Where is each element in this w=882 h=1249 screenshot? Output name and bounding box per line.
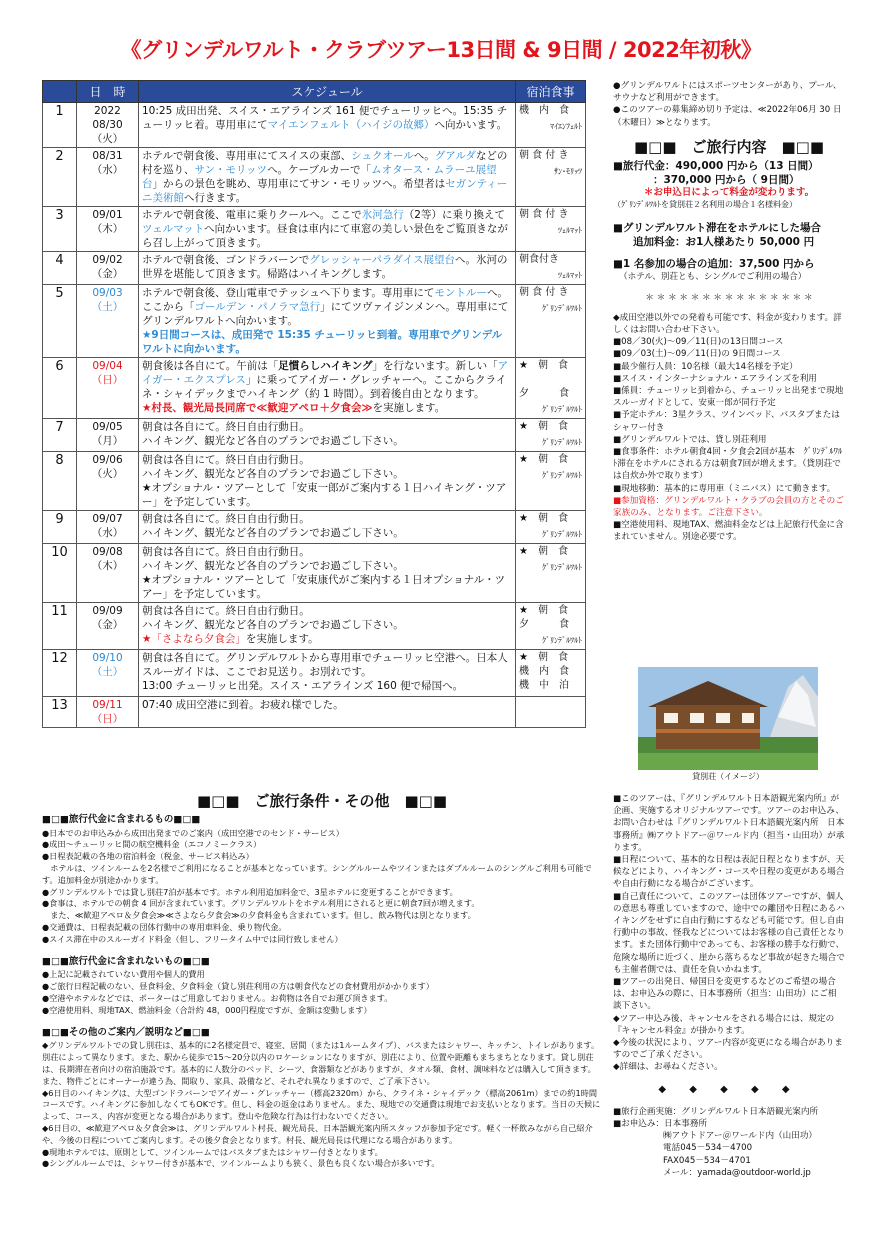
meal-label: ★ 朝 食 夕 食 xyxy=(519,360,569,399)
schedule-text: 朝食後は各自にて。午前は「足慣らしハイキング」を行ないます。新しい「アイガー・エクスプレス」に乗ってアイガー・グレッチャーへ。ここからクライネ・シャイデックまでハイキング（約 1 時間）。到着後自由となります。 ★村長、観光局長同席で≪歓迎アペロ＋夕食会≫を実施します。 xyxy=(139,358,516,419)
date-cell: 09/01 （木） xyxy=(77,207,139,252)
schedule-table xyxy=(42,80,586,728)
diamond-divider: ◆ ◆ ◆ ◆ ◆ xyxy=(658,1083,800,1095)
schedule-row xyxy=(43,544,586,603)
date-cell: 09/09 （金） xyxy=(77,603,139,650)
schedule-text: ホテルで朝食後、専用車にてスイスの東部、シュクオールへ。グアルダなどの村を巡り、サン・モリッツへ。ケーブルカーで「ムオタース・ムラーユ展望台」からの景色を眺め、専用車にてサン・モリッツへ。希望者はセガンティーニ美術館へ行きます。 xyxy=(139,148,516,207)
day-number: 9 xyxy=(43,511,77,544)
date-cell: 09/02 （金） xyxy=(77,252,139,285)
schedule-row xyxy=(43,207,586,252)
date-cell: 08/31 （水） xyxy=(77,148,139,207)
day-number: 13 xyxy=(43,697,77,728)
stay-meal xyxy=(516,544,586,603)
other-info-item: ◆6日目のハイキングは、大型ゴンドラバーンでアイガー・グレッチャー（標高2320m）から、クライネ・シャイデック（標高2061m）までの約1時間コースです。ハイキングに参加しなくてもOKです。但し、料金の返金はありません。また、現地での交通費は現地でお支払いとなります。当日の天候によって、コース、内容が変更となる場合があります。登山や危険な行為は行わないでください。 xyxy=(42,1087,601,1122)
schedule-text: 07:40 成田空港に到着。お疲れ様でした。 xyxy=(139,697,516,728)
excluded-item: ●空港やホテルなどでは、ポーターはご用意しておりません。お荷物は各自でお運び頂きます。 xyxy=(42,992,393,1003)
conditions xyxy=(42,792,602,1170)
day-number: 6 xyxy=(43,358,77,419)
meal-label: 機 内 食 xyxy=(519,105,569,116)
meal-label: ★ 朝 食 xyxy=(519,421,568,432)
single-supplement: ■1 名参加の場合の追加：37,500 円から xyxy=(613,258,815,271)
stay-location: ｸﾞﾘﾝﾃﾞﾙﾜﾙﾄ xyxy=(542,471,582,480)
header-schedule: スケジュール xyxy=(139,81,516,103)
stay-location: ｸﾞﾘﾝﾃﾞﾙﾜﾙﾄ xyxy=(542,405,582,414)
conditions-heading: ■□■ ご旅行条件・その他 ■□■ xyxy=(196,792,448,810)
day-number: 10 xyxy=(43,544,77,603)
included-item: ホテルは、ツインルームを2名様でご利用になることが基本となっています。シングルルームやツインまたはダブルルームのシングルご利用も可能です。追加料金が別途かかります。 xyxy=(42,862,592,885)
tour-detail-item: ■スイス・インターナショナル・エアラインズを利用 xyxy=(613,373,817,384)
tour-detail-item: ■08／30(火)～09／11(日)の13日間コース xyxy=(613,337,784,348)
tour-detail-item: ■食事条件：ホテル朝食4回・夕食会2回が基本 ｸﾞﾘﾝﾃﾞﾙﾜﾙﾄ滞在をホテルにされる方は朝食7回が増えます。（貸別荘では自炊か外で取ります） xyxy=(613,447,843,482)
schedule-row xyxy=(43,452,586,511)
stay-meal xyxy=(516,650,586,697)
day-number: 11 xyxy=(43,603,77,650)
included-item: ●交通費は、日程表記載の団体行動中の専用車料金、乗り物代金。 xyxy=(42,921,287,932)
tax-note: ■空港使用料、現地TAX、燃油料金などは上記旅行代金に含まれていません。別途必要です。 xyxy=(613,520,844,543)
single-supplement-note: （ホテル、別荘とも、シングルでご利用の場合） xyxy=(619,272,807,283)
other-info-item: ◆6日目の、≪歓迎アペロ＆夕食会≫は、グリンデルワルト村長、観光局長、日本語観光案内所スタッフが参加予定です。軽く一杯飲みながら自己紹介や、今後の日程についてご案内します。その後夕食会となります。村長、観光局長は代理になる場合があります。 xyxy=(42,1122,593,1145)
stay-location: ｻﾝ･ﾓﾘｯﾂ xyxy=(554,167,582,176)
stay-meal xyxy=(516,148,586,207)
office-tel: 電話045－534－4700 xyxy=(663,1143,753,1154)
tour-content-heading: ■□■ ご旅行内容 ■□■ xyxy=(633,137,825,156)
hotel-extra-price: 追加料金：お1人様あたり 50,000 円 xyxy=(633,236,815,249)
included-item: ●食事は、ホテルでの朝食 4 回が含まれています。グリンデルワルトをホテル利用にされると更に朝食7回が増えます。 xyxy=(42,898,480,909)
organizer: ■旅行企画実施：グリンデルワルト日本語観光案内所 xyxy=(613,1106,819,1117)
day-number: 3 xyxy=(43,207,77,252)
tour-notes xyxy=(613,793,845,1179)
included-item: ●成田～チューリッヒ間の航空機料金（エコノミークラス） xyxy=(42,839,262,850)
photo-caption: 貸別荘（イメージ） xyxy=(692,772,764,781)
excluded-item: ●空港使用料、現地TAX、燃油料金（合計約 48，000円程度ですが、金額は変動します） xyxy=(42,1004,372,1015)
schedule-row xyxy=(43,419,586,452)
office-fax: FAX045－534－4701 xyxy=(663,1155,751,1166)
hotel-extra: ■グリンデルワルト滞在をホテルにした場合 xyxy=(613,222,822,235)
meal-label: ★ 朝 食 機 内 食 機 中 泊 xyxy=(519,652,569,691)
application-office: ■お申込み：日本事務所 xyxy=(613,1119,708,1130)
price-note-2: （ｸﾞﾘﾝﾃﾞﾙﾜﾙﾄを貸別荘２名利用の場合１名様料金） xyxy=(613,200,797,210)
day-number: 12 xyxy=(43,650,77,697)
tour-note-item: ■自己責任について、このツアーは団体ツアーですが、個人の意思も尊重していますので、途中での離団や日程にあるハイキングをせずに自由行動にするなども可能です。但し自由行動中の事故、怪我などについてはお客様の自己責任となります。また団体行動中であっても、お客様の勝手な行動で、危険な場所に近づく、崖から落ちるなど事故が起きた場合でも主催者側では、責任を負いかねます。 xyxy=(613,891,845,975)
stay-location: ﾂｪﾙﾏｯﾄ xyxy=(558,226,582,235)
stay-location: ｸﾞﾘﾝﾃﾞﾙﾜﾙﾄ xyxy=(542,304,582,313)
stay-meal xyxy=(516,207,586,252)
office-mail: メール：yamada@outdoor-world.jp xyxy=(663,1167,811,1178)
schedule-row xyxy=(43,511,586,544)
meal-label: 朝 食 付 き xyxy=(519,209,569,220)
stay-meal xyxy=(516,419,586,452)
stars-divider: ＊ ＊ ＊ ＊ ＊ ＊ ＊ ＊ ＊ ＊ ＊ ＊ ＊ ＊ ＊ xyxy=(645,292,813,303)
tour-note-item: ■日程について、基本的な日程は表記日程となりますが、天候などにより、ハイキング・コースや日程の変更がある場合や自由行動になる場合がございます。 xyxy=(613,855,845,890)
included-item: また、≪歓迎アペロ＆夕食会≫≪さよなら夕食会≫の夕食料金も含まれています。但し、飲み物代は別となります。 xyxy=(42,910,476,921)
tour-detail-item: ■09／03(土)～09／11(日)の 9日間コース xyxy=(613,349,781,360)
schedule-text: 朝食は各自にて。終日自由行動日。 ハイキング、観光など各自のプランでお過ごし下さい。 xyxy=(139,419,516,452)
schedule-text: ホテルで朝食後、ゴンドラバーンでグレッシャーパラダイス展望台へ。氷河の世界を堪能して頂きます。帰路はハイキングします。 xyxy=(139,252,516,285)
office-company: ㈱アウトドアー＠ワールド内（山田功） xyxy=(663,1131,818,1142)
chalet-photo xyxy=(638,667,818,770)
stay-location: ｸﾞﾘﾝﾃﾞﾙﾜﾙﾄ xyxy=(542,636,582,645)
stay-meal xyxy=(516,358,586,419)
schedule-text: 朝食は各自にて。終日自由行動日。 ハイキング、観光など各自のプランでお過ごし下さい。 ★オプショナル・ツアーとして「安東一郎がご案内する１日ハイキング・ツアー」を予定しています。 xyxy=(139,452,516,511)
info-note: ●このツアーの募集締め切り予定は、≪2022年06月 30 日（木曜日）≫となります。 xyxy=(613,105,842,128)
schedule-text: 朝食は各自にて。終日自由行動日。 ハイキング、観光など各自のプランでお過ごし下さい。 ★オプショナル・ツアーとして「安東康代がご案内する１日オプショナル・ツアー」を予定しています。 xyxy=(139,544,516,603)
included-item: ●日程表記載の各地の宿泊料金（税金、サービス料込み） xyxy=(42,851,254,862)
schedule-row xyxy=(43,603,586,650)
other-info-item: ●シングルルームでは、シャワー付きが基本で、ツインルームよりも狭く、景色も良くない場合が多いです。 xyxy=(42,1158,440,1169)
date-cell: 09/11 （日） xyxy=(77,697,139,728)
tour-detail-item: ◆成田空港以外での発着も可能です、料金が変わります。詳しくはお問い合わせ下さい。 xyxy=(613,312,842,336)
tour-note-item: ◆今後の状況により、ツアー内容が変更になる場合がありますのでご了承ください。 xyxy=(613,1038,843,1061)
schedule-row xyxy=(43,285,586,358)
tour-detail-item: ■予定ホテル：3星クラス、ツインベッド、バスタブまたはシャワー付き xyxy=(613,410,840,433)
schedule-row xyxy=(43,148,586,207)
price-9days: ：370,000 円から（ 9日間） xyxy=(653,174,800,187)
other-info-item: ●現地ホテルでは、原則として、ツインルームではバスタブまたはシャワー付きとなります。 xyxy=(42,1146,383,1157)
stay-meal xyxy=(516,103,586,148)
stay-location: ﾂｪﾙﾏｯﾄ xyxy=(558,271,582,280)
day-number: 1 xyxy=(43,103,77,148)
day-number: 8 xyxy=(43,452,77,511)
tour-info xyxy=(613,80,845,544)
stay-meal xyxy=(516,603,586,650)
meal-label: 朝食付き xyxy=(519,254,559,265)
schedule-row xyxy=(43,358,586,419)
tour-detail-item: ■グリンデルワルトでは、貸し別荘利用 xyxy=(613,434,767,445)
stay-location: ｸﾞﾘﾝﾃﾞﾙﾜﾙﾄ xyxy=(542,438,582,447)
date-cell: 09/05 （月） xyxy=(77,419,139,452)
date-cell: 09/04 （日） xyxy=(77,358,139,419)
included-title: ■□■旅行代金に含まれるもの■□■ xyxy=(42,813,201,825)
tour-note-item: ◆詳細は、お尋ねください。 xyxy=(613,1062,723,1073)
meal-label: 朝 食 付 き xyxy=(519,150,569,161)
stay-location: ﾏｲｴﾝﾌｪﾙﾄ xyxy=(550,122,582,131)
excluded-item: ●ご旅行日程記載のない、昼食料金、夕食料金（貸し別荘利用の方は朝食代などの食材費用がかかります） xyxy=(42,981,434,992)
tour-note-item: ■ツアーの出発日、帰国日を変更するなどのご希望の場合は、お申込みの際に、日本事務所（担当：山田功）にご相談下さい。 xyxy=(613,977,837,1012)
other-title: ■□■その他のご案内／説明など■□■ xyxy=(42,1026,210,1038)
other-info-item: ◆グリンデルワルトでの貸し別荘は、基本的に2名様定員で、寝室、居間（または1ルームタイプ）、バスまたはシャワー、キッチン、トイレがあります。別荘によって異なります。また、駅から徒歩で15～20分以内のロケーションになりますが、別荘により、位置や距離もまちまちとなります。貸し別荘は、長期滞在者向けの宿泊施設です。基本的に人数分のベッド、シーツ、食器類などがありますが、タオル類、食材、調味料などは購入して頂きます。また、物件ごとにオーナーが違う為、間取り、家具、設備など、それぞれ異なりますので、ご了承下さい。 xyxy=(42,1040,600,1086)
meal-label: 朝 食 付 き xyxy=(519,287,569,298)
stay-location: ｸﾞﾘﾝﾃﾞﾙﾜﾙﾄ xyxy=(542,563,582,572)
stay-meal xyxy=(516,697,586,728)
header-stay: 宿泊食事 xyxy=(516,81,586,103)
header-date: 日 時 xyxy=(77,81,139,103)
schedule-row xyxy=(43,650,586,697)
day-number: 7 xyxy=(43,419,77,452)
date-cell: 09/08 （木） xyxy=(77,544,139,603)
price-13days: ■旅行代金：490,000 円から（13 日間） xyxy=(613,160,819,173)
included-item: ●グリンデルワルトでは貸し別荘7泊が基本です。ホテル利用追加料金で、3星ホテルに変更することができます。 xyxy=(42,886,458,897)
tour-detail-item: ■最少催行人員：10名様（最大14名様を予定） xyxy=(613,361,798,372)
schedule-text: 朝食は各自にて。グリンデルワルトから専用車でチューリッヒ空港へ。日本人スルーガイドは、ここでお見送り。お別れです。 13:00 チューリッヒ出発。スイス・エアラインズ 160 便で帰国へ。 xyxy=(139,650,516,697)
date-cell: 09/07 （水） xyxy=(77,511,139,544)
stay-meal xyxy=(516,452,586,511)
stay-meal xyxy=(516,252,586,285)
schedule-text: 朝食は各自にて。終日自由行動日。 ハイキング、観光など各自のプランでお過ごし下さい。 xyxy=(139,511,516,544)
stay-location: ｸﾞﾘﾝﾃﾞﾙﾜﾙﾄ xyxy=(542,530,582,539)
date-cell: 2022 08/30 （火） xyxy=(77,103,139,148)
info-note: ●グリンデルワルトにはスポーツセンターがあり、プール、サウナなど利用ができます。 xyxy=(613,81,842,104)
date-cell: 09/10 （土） xyxy=(77,650,139,697)
included-item: ●日本でのお申込みから成田出発までのご案内（成田空港でのセンド・サービス） xyxy=(42,827,344,838)
schedule-text: 10:25 成田出発、スイス・エアラインズ 161 便でチューリッヒへ。15:35 チューリッヒ着。専用車にてマイエンフェルト（ハイジの故郷）へ向かいます。 xyxy=(139,103,516,148)
schedule-row xyxy=(43,697,586,728)
tour-note-item: ◆ツアー申込み後、キャンセルをされる場合には、規定の『キャンセル料金』が掛かります。 xyxy=(613,1013,835,1036)
meal-label: ★ 朝 食 夕 食 xyxy=(519,605,569,630)
schedule-row xyxy=(43,252,586,285)
excluded-title: ■□■旅行代金に含まれないもの■□■ xyxy=(42,955,210,967)
tour-detail-item: ■係員：チューリッヒ到着から、チューリッヒ出発まで現地スルーガイドとして、安東一郎が同行予定 xyxy=(613,386,844,409)
meal-label: ★ 朝 食 xyxy=(519,454,568,465)
day-number: 4 xyxy=(43,252,77,285)
schedule-text: ホテルで朝食後、電車に乗りクールへ。ここで氷河急行（2等）に乗り換えてツェルマットへ向かいます。昼食は車内にて車窓の美しい景色をご覧頂きながら召し上がって頂きます。 xyxy=(139,207,516,252)
excluded-item: ●上記に記載されていない費用や個人的費用 xyxy=(42,969,205,980)
meal-label: ★ 朝 食 xyxy=(519,513,568,524)
stay-meal xyxy=(516,511,586,544)
included-item: ●スイス滞在中のスルーガイド料金（但し、フリータイム中では同行致しません） xyxy=(42,933,343,944)
schedule-header-row xyxy=(43,81,586,103)
schedule-row xyxy=(43,103,586,148)
day-number: 2 xyxy=(43,148,77,207)
tour-note-item: ■このツアーは、『グリンデルワルト日本語観光案内所』が企画、実施するオリジナルツアーです。ツアーのお申込み、お問い合わせは『グリンデルワルト日本語観光案内所 日本事務所』㈱アウトドアー＠ワールド内（担当・山田功）が承ります。 xyxy=(613,794,845,853)
tour-detail-item: ■現地移動：基本的に専用車（ミニバス）にて動きます。 xyxy=(613,483,836,494)
day-number: 5 xyxy=(43,285,77,358)
page-title: 《グリンデルワルト・クラブツアー13日間 & 9日間 / 2022年初秋》 xyxy=(120,38,762,62)
stay-meal xyxy=(516,285,586,358)
price-note: ＊お申込日によって料金が変わります。 xyxy=(643,187,815,199)
header-day xyxy=(43,81,77,103)
date-cell: 09/06 （火） xyxy=(77,452,139,511)
date-cell: 09/03 （土） xyxy=(77,285,139,358)
schedule-text: ホテルで朝食後、登山電車でテッシュへ下ります。専用車にてモントルーへ。ここから「ゴールデン・パノラマ急行」にてツヴァイジンメンへ。専用車にてグリンデルワルトへ向かいます。 ★9日間コースは、成田発で 15:35 チューリッヒ到着。専用車でグリンデルワルトに向かいます。 xyxy=(139,285,516,358)
meal-label: ★ 朝 食 xyxy=(519,546,568,557)
participation-qualification: ■参加資格：グリンデルワルト・クラブの会員の方とそのご家族のみ、となります。ご注意下さい。 xyxy=(613,495,844,519)
schedule-text: 朝食は各自にて。終日自由行動日。 ハイキング、観光など各自のプランでお過ごし下さい。 ★「さよなら夕食会」を実施します。 xyxy=(139,603,516,650)
